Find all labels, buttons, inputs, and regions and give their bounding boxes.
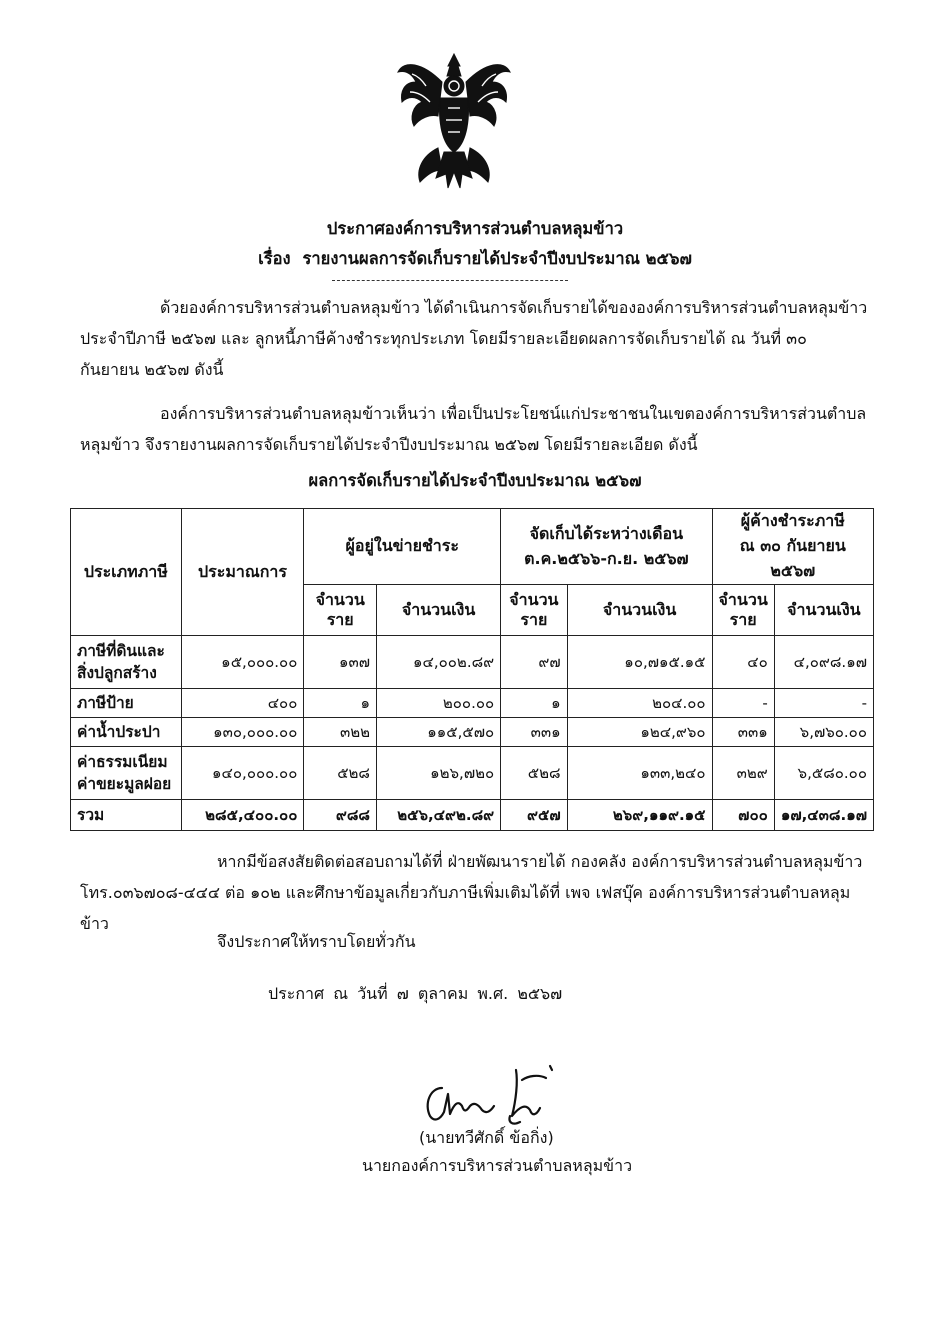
- cell-net-amount: ๒๐๐.๐๐: [377, 689, 501, 718]
- header-arrears: [712, 509, 873, 585]
- header-estimate: ประมาณการ: [181, 509, 304, 636]
- header-in-net: ผู้อยู่ในข่ายชำระ: [304, 509, 501, 585]
- announcement-title: ประกาศองค์การบริหารส่วนตำบลหลุมข้าว: [326, 219, 624, 238]
- cell-total-net-amount: ๒๕๖,๔๙๒.๘๙: [377, 800, 501, 831]
- cell-net-count: ๑๓๗: [304, 636, 377, 689]
- revenue-table: [70, 508, 874, 831]
- cell-arrears-count: -: [712, 689, 774, 718]
- cell-arrears-amount: ๖,๗๖๐.๐๐: [774, 718, 873, 747]
- handwritten-signature: [420, 1060, 570, 1130]
- cell-collected-count: ๙๗: [501, 636, 567, 689]
- announcement-subject: [0, 246, 950, 272]
- table-row: [71, 636, 874, 689]
- table-total-row: [71, 800, 874, 831]
- signatory-position: นายกองค์การบริหารส่วนตำบลหลุมข้าว: [362, 1156, 633, 1175]
- signatory-name: (นายทวีศักดิ์ ข้อกิ่ง): [419, 1128, 554, 1147]
- cell-net-count: ๓๒๒: [304, 718, 377, 747]
- table-title: ผลการจัดเก็บรายได้ประจำปีงบประมาณ ๒๕๖๗: [308, 471, 642, 490]
- title-separator: [332, 280, 568, 281]
- paragraph-purpose: [80, 398, 870, 460]
- paragraph-contact: [80, 846, 870, 939]
- cell-tax-type: ค่าธรรมเนียมค่าขยะมูลฝอย: [71, 747, 182, 800]
- cell-collected-amount: ๑๒๔,๙๖๐: [567, 718, 712, 747]
- paragraph-intro: [80, 292, 870, 385]
- cell-tax-type: ค่าน้ำประปา: [71, 718, 182, 747]
- cell-net-count: ๕๒๘: [304, 747, 377, 800]
- cell-estimate: ๔๐๐: [181, 689, 304, 718]
- header-amount: จำนวนเงิน: [774, 585, 873, 636]
- cell-collected-amount: ๑๐,๗๑๕.๑๕: [567, 636, 712, 689]
- header-count: จำนวน ราย: [712, 585, 774, 636]
- table-row: [71, 718, 874, 747]
- cell-arrears-count: ๔๐: [712, 636, 774, 689]
- subject-label: เรื่อง: [258, 249, 291, 268]
- header-collected-line1: จัดเก็บได้ระหว่างเดือน: [529, 523, 684, 543]
- header-amount: จำนวนเงิน: [567, 585, 712, 636]
- cell-total-collected-count: ๙๕๗: [501, 800, 567, 831]
- cell-total-arrears-amount: ๑๗,๔๓๘.๑๗: [774, 800, 873, 831]
- cell-tax-type: ภาษีที่ดินและสิ่งปลูกสร้าง: [71, 636, 182, 689]
- cell-net-amount: ๑๒๖,๗๒๐: [377, 747, 501, 800]
- cell-estimate: ๑๔๐,๐๐๐.๐๐: [181, 747, 304, 800]
- table-row: [71, 689, 874, 718]
- header-amount: จำนวนเงิน: [377, 585, 501, 636]
- cell-net-amount: ๑๑๕,๕๗๐: [377, 718, 501, 747]
- cell-total-arrears-count: ๗๐๐: [712, 800, 774, 831]
- cell-total-collected-amount: ๒๖๙,๑๑๙.๑๕: [567, 800, 712, 831]
- cell-arrears-amount: ๖,๕๘๐.๐๐: [774, 747, 873, 800]
- garuda-emblem: [392, 52, 516, 192]
- header-collected: [501, 509, 712, 585]
- cell-collected-count: ๑: [501, 689, 567, 718]
- cell-collected-count: ๕๒๘: [501, 747, 567, 800]
- cell-collected-amount: ๑๓๓,๒๔๐: [567, 747, 712, 800]
- subject-text: รายงานผลการจัดเก็บรายได้ประจำปีงบประมาณ ๒๕๖๗: [302, 249, 692, 268]
- cell-net-count: ๑: [304, 689, 377, 718]
- cell-tax-type: ภาษีป้าย: [71, 689, 182, 718]
- cell-net-amount: ๑๔,๐๐๒.๘๙: [377, 636, 501, 689]
- table-row: [71, 747, 874, 800]
- cell-collected-amount: ๒๐๔.๐๐: [567, 689, 712, 718]
- cell-estimate: ๑๕,๐๐๐.๐๐: [181, 636, 304, 689]
- paragraph-closing: จึงประกาศให้ทราบโดยทั่วกัน: [217, 932, 416, 951]
- header-count: จำนวน ราย: [304, 585, 377, 636]
- cell-estimate: ๑๓๐,๐๐๐.๐๐: [181, 718, 304, 747]
- header-arrears-line2: ณ ๓๐ กันยายน ๒๕๖๗: [739, 536, 846, 580]
- header-collected-line2: ต.ค.๒๕๖๖-ก.ย. ๒๕๖๗: [524, 548, 689, 568]
- cell-total-label: รวม: [71, 800, 182, 831]
- cell-arrears-amount: -: [774, 689, 873, 718]
- cell-collected-count: ๓๓๑: [501, 718, 567, 747]
- cell-arrears-count: ๓๓๑: [712, 718, 774, 747]
- paragraph-purpose-text: องค์การบริหารส่วนตำบลหลุมข้าวเห็นว่า เพื่อเป็นประโยชน์แก่ประชาชนในเขตองค์การบริหารส่วนตำบลหลุมข้าว จึงรายงานผลการจัดเก็บรายได้ประจำปีงบประมาณ ๒๕๖๗ โดยมีรายละเอียด ดังนี้: [80, 404, 867, 454]
- header-count: จำนวน ราย: [501, 585, 567, 636]
- header-tax-type: ประเภทภาษี: [71, 509, 182, 636]
- cell-arrears-count: ๓๒๙: [712, 747, 774, 800]
- cell-total-net-count: ๙๘๘: [304, 800, 377, 831]
- paragraph-contact-text: หากมีข้อสงสัยติดต่อสอบถามได้ที่ ฝ่ายพัฒนารายได้ กองคลัง องค์การบริหารส่วนตำบลหลุมข้าว โทร.๐๓๖๗๐๘-๔๔๔ ต่อ ๑๐๒ และศึกษาข้อมูลเกี่ยวกับภาษีเพิ่มเติมได้ที่ เพจ เฟสบุ๊ค องค์การบริหารส่วนตำบลหลุมข้าว: [80, 852, 863, 933]
- cell-total-estimate: ๒๘๕,๔๐๐.๐๐: [181, 800, 304, 831]
- header-arrears-line1: ผู้ค้างชำระภาษี: [740, 511, 845, 530]
- paragraph-intro-text: ด้วยองค์การบริหารส่วนตำบลหลุมข้าว ได้ดำเนินการจัดเก็บรายได้ขององค์การบริหารส่วนตำบลหลุมข้าว ประจำปีภาษี ๒๕๖๗ และ ลูกหนี้ภาษีค้างชำระทุกประเภท โดยมีรายละเอียดผลการจัดเก็บรายได้ ณ วันที่ ๓๐ กันยายน ๒๕๖๗ ดังนี้: [80, 298, 868, 379]
- cell-arrears-amount: ๔,๐๙๘.๑๗: [774, 636, 873, 689]
- announcement-date: ประกาศ ณ วันที่ ๗ ตุลาคม พ.ศ. ๒๕๖๗: [268, 984, 563, 1003]
